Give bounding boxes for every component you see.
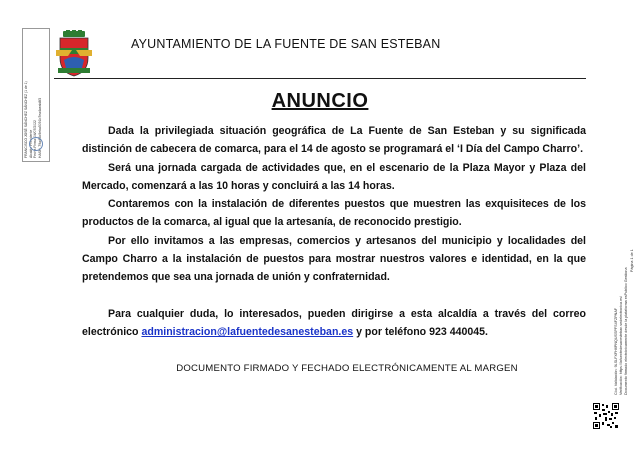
signature-seal-icon — [29, 137, 43, 151]
header-divider — [54, 78, 586, 79]
announcement-body — [82, 122, 586, 342]
paragraph-contact — [82, 305, 586, 342]
signature-signer: FRANCISCO JOSÉ SÁNCHEZ SÁNCHEZ (1 de 1) — [24, 81, 28, 158]
validation-code: Cód. Validación: 9LSLFXFH6PNQUSSPFS4FZPNAF — [614, 307, 618, 395]
municipal-crest-icon — [54, 30, 94, 78]
signature-date: Fecha Firma: 04/07/2022 — [33, 120, 38, 158]
validation-qr-code-icon — [593, 403, 619, 429]
contact-suffix: y por teléfono 923 440045. — [353, 326, 488, 339]
signature-footer-note: DOCUMENTO FIRMADO Y FECHADO ELECTRÓNICAMENTE AL MARGEN — [176, 363, 518, 374]
paragraph-invitation: Por ello invitamos a las empresas, comercios y artesanos del municipio y localidades del Campo Charro a la instalación de puestos para mostrar nuestros valores e identidad, en la que pretendemos que sea una jornada de unión y confraternidad. — [82, 234, 586, 284]
announcement-title: ANUNCIO — [271, 90, 369, 112]
paragraph-location: Dada la privilegiada situación geográfica de La Fuente de San Esteban y su significada distinción de cabecera de comarca, para el 14 de agosto se programará el ‘I Día del Campo Charro’. — [82, 125, 586, 156]
validation-margin-text — [614, 205, 628, 395]
paragraph-schedule: Será una jornada cargada de actividades que, en el escenario de la Plaza Mayor y Plaza del Mercado, comenzará a las 10 horas y concluirá a las 14 horas. — [82, 161, 586, 192]
signature-hash: HASH: 79a4f6c9eba5091b7ea4aeab8f3 — [37, 97, 42, 158]
validation-platform: Documento firmado electrónicamente desde la plataforma esPublico Gestiona — [623, 267, 628, 395]
page-count: Página 1 de 1 — [630, 249, 634, 272]
validation-url: Verificación: https://lafuentedesanesteban.sedelectronica.es/ — [618, 295, 623, 395]
header-title: AYUNTAMIENTO DE LA FUENTE DE SAN ESTEBAN — [131, 37, 441, 51]
paragraph-stalls: Contaremos con la instalación de diferentes puestos que muestren las exquisiteces de los productos de la comarca, al igual que la artesanía, de reconocido prestigio. — [82, 198, 586, 229]
signature-role: Alcalde Presidente — [28, 129, 33, 158]
contact-email-link[interactable]: administracion@lafuentedesanesteban.es — [141, 326, 354, 339]
contact-prefix: Para cualquier duda, lo interesados, pueden dirigirse a esta alcaldía a través del correo electrónico — [82, 307, 586, 339]
